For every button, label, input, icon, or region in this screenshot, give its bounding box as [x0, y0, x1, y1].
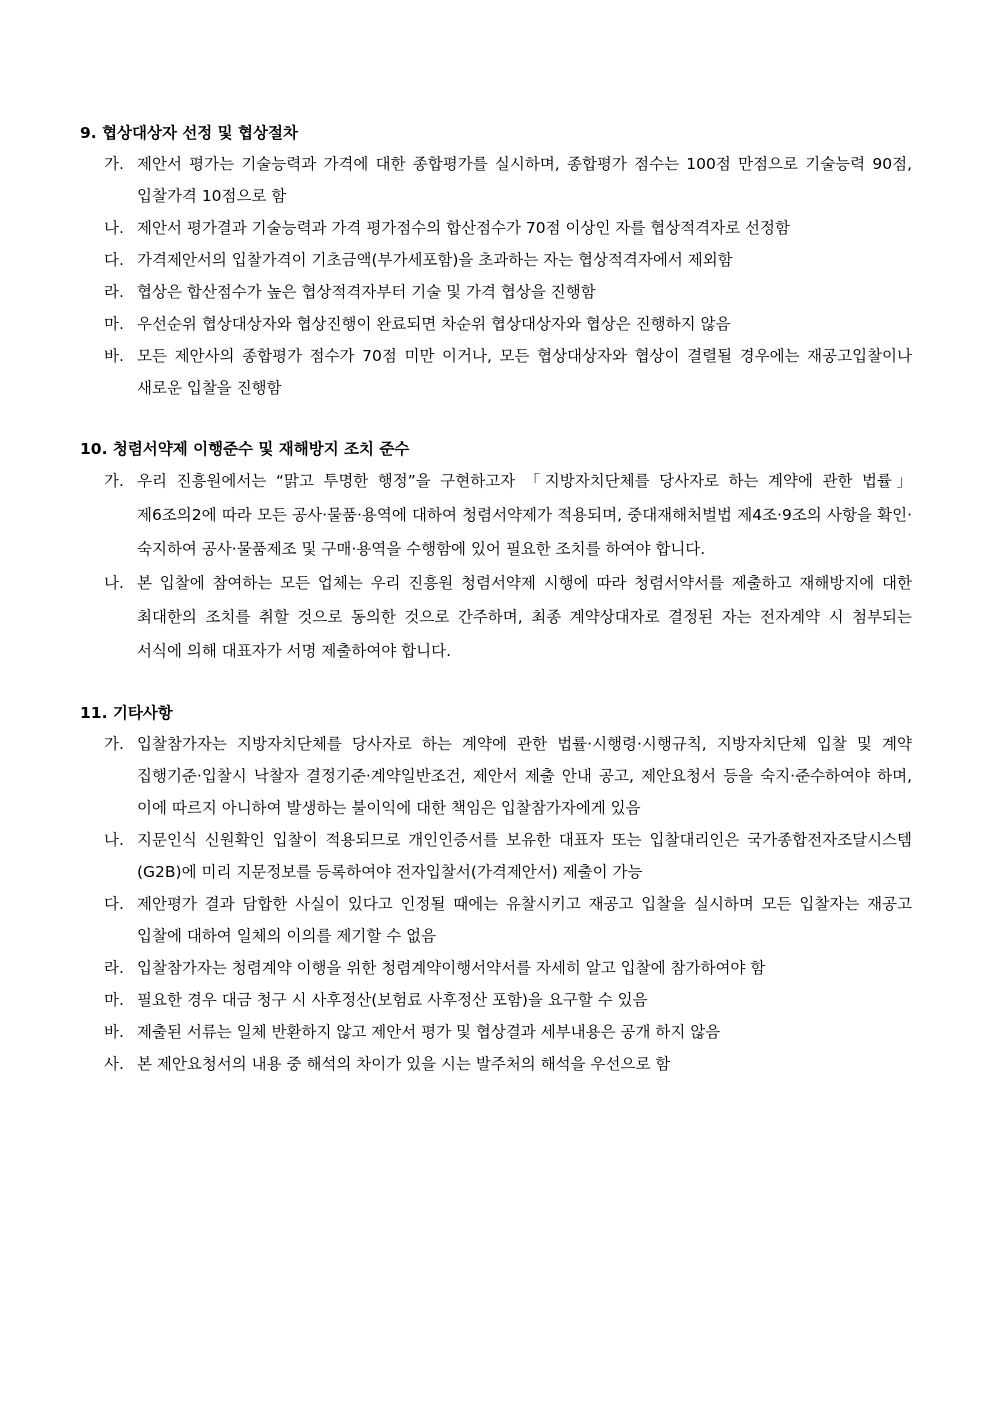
list-item — [80, 212, 912, 244]
item-text: 제안서 평가결과 기술능력과 가격 평가점수의 합산점수가 70점 이상인 자를 협상적격자로 선정함 — [137, 219, 790, 237]
list-item — [80, 888, 912, 952]
list-item — [80, 1016, 912, 1048]
item-text: 가격제안서의 입찰가격이 기초금액(부가세포함)을 초과하는 자는 협상적격자에서 제외함 — [137, 251, 733, 269]
list-item — [80, 148, 912, 212]
section-9 — [80, 118, 912, 404]
list-item — [80, 340, 912, 404]
section-10 — [80, 434, 912, 668]
item-marker: 다. — [104, 895, 124, 913]
item-text: 우선순위 협상대상자와 협상진행이 완료되면 차순위 협상대상자와 협상은 진행하지 않음 — [137, 315, 731, 333]
section-11 — [80, 698, 912, 1080]
item-marker: 마. — [104, 315, 124, 333]
list-item — [80, 984, 912, 1016]
item-marker: 바. — [104, 347, 124, 365]
section-title: 9. 협상대상자 선정 및 협상절차 — [80, 124, 298, 142]
item-marker: 나. — [104, 574, 124, 592]
item-text: 필요한 경우 대금 청구 시 사후정산(보험료 사후정산 포함)을 요구할 수 있음 — [137, 991, 648, 1009]
item-text: 제안평가 결과 담합한 사실이 있다고 인정될 때에는 유찰시키고 재공고 입찰을 실시하며 모든 입찰자는 재공고 입찰에 대하여 일체의 이의를 제기할 수 없음 — [137, 895, 912, 945]
list-item — [80, 308, 912, 340]
item-marker: 가. — [104, 155, 124, 173]
list-item — [80, 824, 912, 888]
list-item — [80, 566, 912, 668]
item-text: 우리 진흥원에서는 “맑고 투명한 행정”을 구현하고자 「지방자치단체를 당사자로 하는 계약에 관한 법률」 제6조의2에 따라 모든 공사·물품·용역에 대하여 청렴서약제가 적용되며, 중대재해처벌법 제4조·9조의 사항을 확인·숙지하여 공사·물품제조 및 구매·용역을 수행함에 있어 필요한 조치를 하여야 합니다. — [137, 472, 912, 558]
item-marker: 나. — [104, 219, 124, 237]
list-item — [80, 728, 912, 824]
item-text: 제안서 평가는 기술능력과 가격에 대한 종합평가를 실시하며, 종합평가 점수는 100점 만점으로 기술능력 90점, 입찰가격 10점으로 함 — [137, 155, 912, 205]
item-text: 모든 제안사의 종합평가 점수가 70점 미만 이거나, 모든 협상대상자와 협상이 결렬될 경우에는 재공고입찰이나 새로운 입찰을 진행함 — [137, 347, 912, 397]
list-item — [80, 244, 912, 276]
item-marker: 바. — [104, 1023, 124, 1041]
item-marker: 나. — [104, 831, 124, 849]
section-title: 10. 청렴서약제 이행준수 및 재해방지 조치 준수 — [80, 440, 410, 458]
item-text: 본 제안요청서의 내용 중 해석의 차이가 있을 시는 발주처의 해석을 우선으로 함 — [137, 1055, 671, 1073]
item-text: 입찰참가자는 지방자치단체를 당사자로 하는 계약에 관한 법률·시행령·시행규칙, 지방자치단체 입찰 및 계약 집행기준·입찰시 낙찰자 결정기준·계약일반조건, 제안서 제출 안내 공고, 제안요청서 등을 숙지·준수하여야 하며, 이에 따르지 아니하여 발생하는 불이익에 대한 책임은 입찰참가자에게 있음 — [137, 735, 912, 817]
document-page — [80, 118, 912, 1080]
item-marker: 라. — [104, 959, 124, 977]
item-marker: 가. — [104, 472, 124, 490]
item-text: 입찰참가자는 청렴계약 이행을 위한 청렴계약이행서약서를 자세히 알고 입찰에 참가하여야 함 — [137, 959, 766, 977]
item-marker: 라. — [104, 283, 124, 301]
item-marker: 마. — [104, 991, 124, 1009]
item-text: 본 입찰에 참여하는 모든 업체는 우리 진흥원 청렴서약제 시행에 따라 청렴서약서를 제출하고 재해방지에 대한 최대한의 조치를 취할 것으로 동의한 것으로 간주하며, 최종 계약상대자로 결정된 자는 전자계약 시 첨부되는 서식에 의해 대표자가 서명 제출하여야 합니다. — [137, 574, 912, 660]
list-item — [80, 464, 912, 566]
list-item — [80, 1048, 912, 1080]
item-text: 제출된 서류는 일체 반환하지 않고 제안서 평가 및 협상결과 세부내용은 공개 하지 않음 — [137, 1023, 721, 1041]
item-marker: 다. — [104, 251, 124, 269]
item-marker: 사. — [104, 1055, 124, 1073]
list-item — [80, 952, 912, 984]
list-item — [80, 276, 912, 308]
section-title: 11. 기타사항 — [80, 704, 173, 722]
item-text: 지문인식 신원확인 입찰이 적용되므로 개인인증서를 보유한 대표자 또는 입찰대리인은 국가종합전자조달시스템(G2B)에 미리 지문정보를 등록하여야 전자입찰서(가격제안서) 제출이 가능 — [137, 831, 912, 881]
item-text: 협상은 합산점수가 높은 협상적격자부터 기술 및 가격 협상을 진행함 — [137, 283, 596, 301]
item-marker: 가. — [104, 735, 124, 753]
